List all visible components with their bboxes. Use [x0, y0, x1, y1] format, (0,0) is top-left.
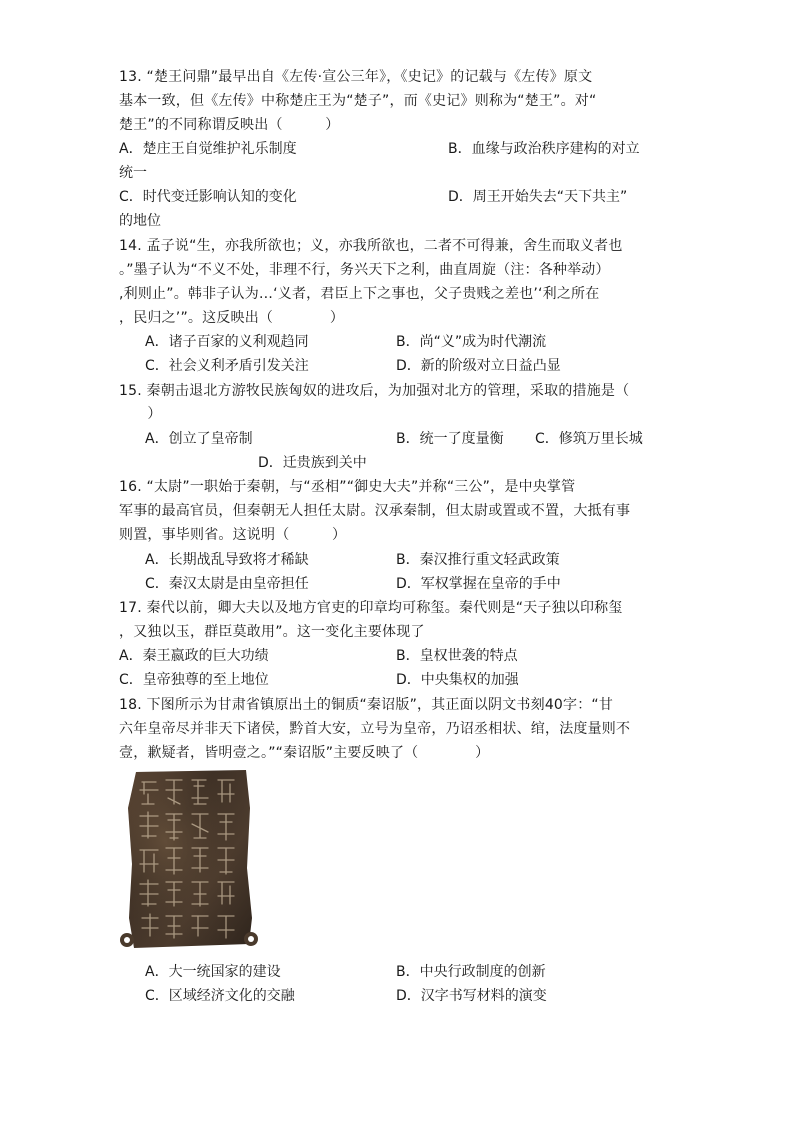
q13-option-d[interactable]: D．周王开始失去“天下共主”: [448, 189, 628, 205]
q17-option-c[interactable]: C．皇帝独尊的至上地位: [119, 672, 269, 688]
q13-stem-line-2: 基本一致，但《左传》中称楚庄王为“楚子”，而《史记》则称为“楚王”。对“: [119, 93, 597, 109]
q16-option-b[interactable]: B．秦汉推行重文轻武政策: [396, 552, 560, 568]
q15-stem-line-1: 15. 秦朝击退北方游牧民族匈奴的进攻后，为加强对北方的管理，采取的措施是（: [119, 383, 630, 399]
q14-stem-line-4: ，民归之’”。这反映出（ ）: [119, 310, 345, 326]
q16-stem-line-2: 军事的最高官员，但秦朝无人担任太尉。汉承秦制，但太尉或置或不置，大抵有事: [119, 503, 631, 519]
q16-stem-line-3: 则置，事毕则省。这说明（ ）: [119, 527, 347, 543]
q14-option-b[interactable]: B．尚“义”成为时代潮流: [396, 334, 547, 350]
q14-stem-line-2: 。”墨子认为“不义不处，非理不行，务兴天下之利，曲直周旋（注：各种举动）: [119, 262, 610, 278]
bronze-edict-tablet-icon: [118, 768, 260, 954]
q13-option-b[interactable]: B．血缘与政治秩序建构的对立: [448, 141, 640, 157]
q18-option-a[interactable]: A．大一统国家的建设: [145, 964, 281, 980]
q16-option-d[interactable]: D．军权掌握在皇帝的手中: [396, 576, 561, 592]
q16-option-c[interactable]: C．秦汉太尉是由皇帝担任: [145, 576, 309, 592]
q13-option-a[interactable]: A．楚庄王自觉维护礼乐制度: [119, 141, 297, 157]
q16-option-a[interactable]: A．长期战乱导致将才稀缺: [145, 552, 309, 568]
q17-option-d[interactable]: D．中央集权的加强: [396, 672, 519, 688]
q18-stem-line-1: 18. 下图所示为甘肃省镇原出土的铜质“秦诏版”，其正面以阴文书刻40字：“甘: [119, 697, 614, 713]
q14-option-c[interactable]: C．社会义利矛盾引发关注: [145, 358, 309, 374]
q15-option-d[interactable]: D．迁贵族到关中: [258, 455, 367, 471]
q13-stem-line-3: 楚王”的不同称谓反映出（ ）: [119, 117, 340, 133]
q17-option-a[interactable]: A．秦王嬴政的巨大功绩: [119, 648, 269, 664]
q17-option-b[interactable]: B．皇权世袭的特点: [396, 648, 518, 664]
q13-option-d-continued: 的地位: [119, 213, 161, 229]
q18-option-c[interactable]: C．区域经济文化的交融: [145, 988, 295, 1004]
q13-option-b-continued: 统一: [119, 165, 147, 181]
q14-option-d[interactable]: D．新的阶级对立日益凸显: [396, 358, 561, 374]
q15-option-b[interactable]: B．统一了度量衡: [396, 431, 504, 447]
q15-stem-line-2: ）: [119, 406, 162, 422]
q15-option-a[interactable]: A．创立了皇帝制: [145, 431, 253, 447]
q17-stem-line-2: ，又独以玉，群臣莫敢用”。这一变化主要体现了: [119, 624, 425, 640]
q13-option-c[interactable]: C．时代变迁影响认知的变化: [119, 189, 297, 205]
q18-option-b[interactable]: B．中央行政制度的创新: [396, 964, 546, 980]
q18-stem-line-2: 六年皇帝尽并非天下诸侯，黔首大安，立号为皇帝，乃诏丞相状、绾，法度量则不: [119, 721, 631, 737]
q17-stem-line-1: 17. 秦代以前，卿大夫以及地方官吏的印章均可称玺。秦代则是“天子独以印称玺: [119, 600, 623, 616]
q14-option-a[interactable]: A．诸子百家的义利观趋同: [145, 334, 309, 350]
q16-stem-line-1: 16. “太尉”一职始于秦朝，与“丞相”“御史大夫”并称“三公”，是中央掌管: [119, 479, 576, 495]
q15-option-c[interactable]: C．修筑万里长城: [535, 431, 643, 447]
q18-stem-line-3: 壹，歉疑者，皆明壹之。”“秦诏版”主要反映了（ ）: [119, 745, 490, 761]
q14-stem-line-1: 14. 孟子说“生，亦我所欲也；义，亦我所欲也，二者不可得兼，舍生而取义者也: [119, 238, 623, 254]
q14-stem-line-3: ,利则止”。韩非子认为…‘义者，君臣上下之事也，父子贵贱之差也’‘利之所在: [119, 286, 600, 302]
q13-stem-line-1: 13. “楚王问鼎”最早出自《左传·宣公三年》，《史记》的记载与《左传》原文: [119, 69, 593, 85]
q18-option-d[interactable]: D．汉字书写材料的演变: [396, 988, 547, 1004]
